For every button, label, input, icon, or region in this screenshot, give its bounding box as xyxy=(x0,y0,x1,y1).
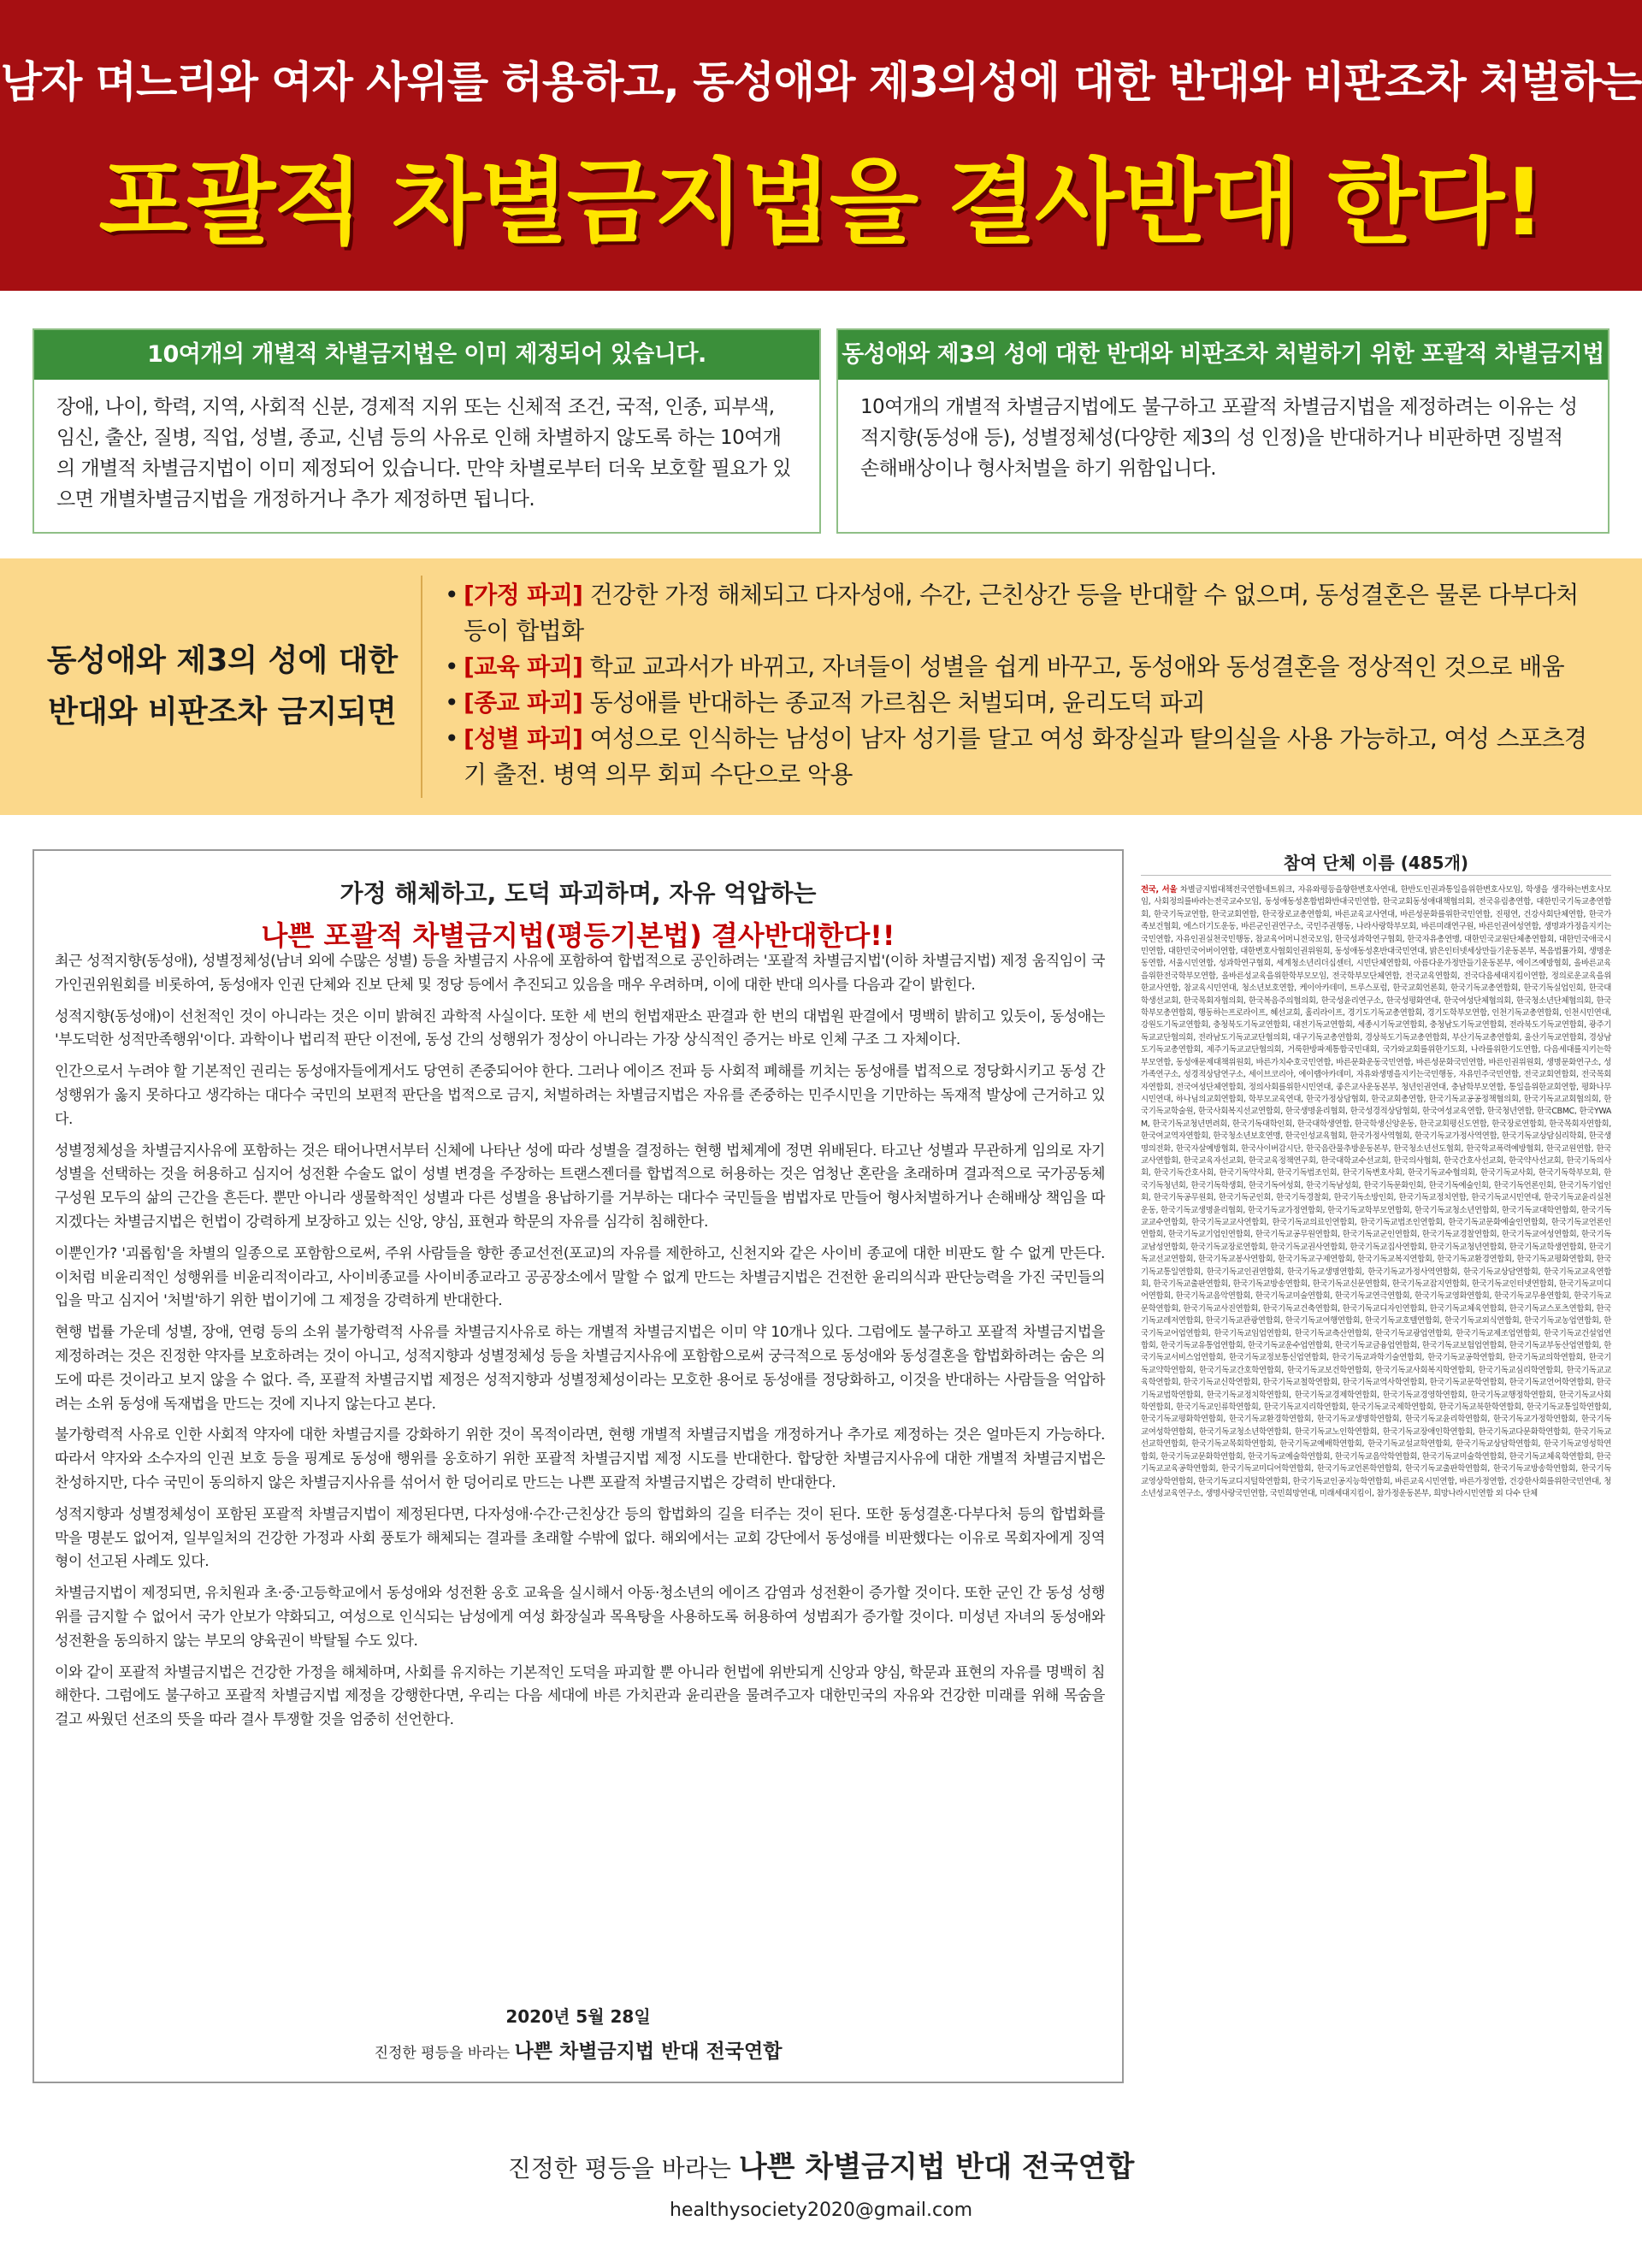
impact-text: 여성으로 인식하는 남성이 남자 성기를 달고 여성 화장실과 탈의실을 사용 가능하고, 여성 스포츠경기 출전. 병역 의무 회피 수단으로 악용 xyxy=(464,724,1587,788)
statement-paragraph: 차별금지법이 제정되면, 유치원과 초·중·고등학교에서 동성애와 성전환 옹호 교육을 실시해서 아동·청소년의 에이즈 감염과 성전환이 증가할 것이다. 또한 군인 간 동성 성행위를 금지할 수 없어서 국가 안보가 약화되고, 여성으로 인식되는 남성에게 여성 화장실과 목욕탕을 사용하도록 허용하여 성범죄가 증가할 것이다. 미성년 자녀의 동성애와 성전환을 동의하지 않는 부모의 양육권이 박탈될 수도 있다. xyxy=(55,1585,1105,1650)
orgs-names: 차별금지법대책전국연합네트워크, 자유와평등을향한변호사연대, 한반도인권과통일을위한변호사모임, 학생을 생각하는변호사모임, 사회정의를바라는전국교수모임, 동성애동성혼합법화반대국민연합, 한국교회동성애대책협의회, 전국유림총연합, 대한민국기독교총연합회, 한국기독교연합, 한국교회연합, 한국장로교총연합회, 바른교육교사연대, 바른성문화를위한국민연합, 진평연, 건강사회단체연합, 한국가족보건협회, 에스더기도운동, 바른군인권연구소, 국민주권행동, 나라사랑학부모회, 바른미래연구원, 바른인권여성연합, 생명과가정을지키는국민연합, 자유인권실천국민행동, 참교육어머니전국모임, 한국성과학연구협회, 한국자유총연맹, 대한민국교원단체총연합회, 대한민국애국시민연합, 대한민국어버이연합, 대한변호사협회인권위원회, 동성애동성혼반대국민연대, 밝은인터넷세상만들기운동본부, 복음법률가회, 생명운동연합, 서울시민연합, 성과학연구협회, 세계청소년리더십센터, 시민단체연합회, 아름다운가정만들기운동본부, 에이즈예방협회, 올바른교육을위한전국학부모연합, 올바른성교육을위한학부모모임, 전국학부모단체연합, 전국교육연합회, 전국다음세대지킴이연합, 정의로운교육을위한교사연합, 참교육시민연대, 청소년보호연합, 케이아카데미, 트루스포럼, 한국교회언론회, 한국기독교총연합회, 한국기독실업인회, 한국대학생선교회, 한국목회자협의회, 한국복음주의협의회, 한국성윤리연구소, 한국성평화연대, 한국여성단체협의회, 한국청소년단체협의회, 한국학부모총연합회, 행동하는프로라이프, 혜선교회, 홀리라이프, 경기도기독교총연합회, 경기도학부모연합, 인천기독교총연합회, 인천시민연대, 강원도기독교연합회, 충청북도기독교연합회, 대전기독교연합회, 세종시기독교연합회, 충청남도기독교연합회, 전라북도기독교연합회, 광주기독교교단협의회, 전라남도기독교교단협의회, 대구기독교총연합회, 경상북도기독교총연합회, 부산기독교총연합회, 울산기독교연합회, 경상남도기독교총연합회, 제주기독교교단협의회, 거룩한방파제통합국민대회, 국가와교회를위한기도회, 나라를위한기도연합, 다음세대를지키는학부모연합, 동성애문제대책위원회, 바른가치수호국민연합, 바른문화운동국민연합, 바른성문화국민연합, 바른인권위원회, 생명문화연구소, 성가족연구소, 성경적상담연구소, 세이브코리아, 에이랩아카데미, 자유와생명을지키는국민행동, 자유민주국민연합, 전국교회연합회, 전국목회자연합회, 전국여성단체연합회, 정의사회를위한시민연대, 좋은교사운동본부, 청년인권연대, 충남학부모연합, 통일을위한교회연합, 평화나무시민연대, 하나님의교회연합회, 학부모교육연대, 한국가정상담협회, 한국교회총연합, 한국기독교공공정책협의회, 한국기독교교회협의회, 한국기독교학술원, 한국사회복지선교연합회, 한국생명윤리협회, 한국성경적상담협회, 한국여성교육연합, 한국청년연합, 한국CBMC, 한국YWAM, 한국기독교청년면려회, 한국기독대학인회, 한국대학생연합, 한국학생신앙운동, 한국교회평신도연합, 한국장로연합회, 한국목회자연합회, 한국여교역자연합회, 한국청소년보호연맹, 한국인성교육협회, 한국가정사역협회, 한국기독교가정사역연합, 한국기독교상담심리학회, 한국생명의전화, 한국자살예방협회, 한국사이버감시단, 한국음란물추방운동본부, 한국청소년선도협회, 한국학교폭력예방협회, 한국교원연합, 한국교사연합회, 한국교육자선교회, 한국교육정책연구회, 한국대학교수선교회, 한국의사협회, 한국간호사선교회, 한국약사선교회, 한국기독의사회, 한국기독간호사회, 한국기독약사회, 한국기독법조인회, 한국기독변호사회, 한국기독교수협의회, 한국기독교사회, 한국기독학부모회, 한국기독청년회, 한국기독학생회, 한국기독여성회, 한국기독남성회, 한국기독문화인회, 한국기독예술인회, 한국기독언론인회, 한국기독기업인회, 한국기독공무원회, 한국기독군인회, 한국기독경찰회, 한국기독소방인회, 한국기독교정치연합, 한국기독교시민연대, 한국기독교윤리실천운동, 한국기독교생명윤리협회, 한국기독교가정연합회, 한국기독교학부모연합회, 한국기독교청소년연합회, 한국기독교대학연합회, 한국기독교교수연합회, 한국기독교교사연합회, 한국기독교의료인연합회, 한국기독교법조인연합회, 한국기독교문화예술인연합회, 한국기독교언론인연합회, 한국기독교기업인연합회, 한국기독교공무원연합회, 한국기독교군인연합회, 한국기독교경찰연합회, 한국기독교여성연합회, 한국기독교남성연합회, 한국기독교장로연합회, 한국기독교권사연합회, 한국기독교집사연합회, 한국기독교청년연합회, 한국기독교학생연합회, 한국기독교선교연합회, 한국기독교봉사연합회, 한국기독교구제연합회, 한국기독교복지연합회, 한국기독교환경연합회, 한국기독교평화연합회, 한국기독교통일연합회, 한국기독교인권연합회, 한국기독교생명연합회, 한국기독교가정사역연합회, 한국기독교상담연합회, 한국기독교교육연합회, 한국기독교출판연합회, 한국기독교방송연합회, 한국기독교신문연합회, 한국기독교잡지연합회, 한국기독교인터넷연합회, 한국기독교미디어연합회, 한국기독교음악연합회, 한국기독교미술연합회, 한국기독교연극연합회, 한국기독교영화연합회, 한국기독교무용연합회, 한국기독교문학연합회, 한국기독교사진연합회, 한국기독교건축연합회, 한국기독교디자인연합회, 한국기독교체육연합회, 한국기독교스포츠연합회, 한국기독교레저연합회, 한국기독교관광연합회, 한국기독교여행연합회, 한국기독교호텔연합회, 한국기독교외식연합회, 한국기독교농업연합회, 한국기독교어업연합회, 한국기독교임업연합회, 한국기독교축산연합회, 한국기독교광업연합회, 한국기독교제조업연합회, 한국기독교건설업연합회, 한국기독교유통업연합회, 한국기독교운수업연합회, 한국기독교금융업연합회, 한국기독교보험업연합회, 한국기독교부동산업연합회, 한국기독교서비스업연합회, 한국기독교정보통신업연합회, 한국기독교과학기술연합회, 한국기독교공학연합회, 한국기독교의학연합회, 한국기독교약학연합회, 한국기독교간호학연합회, 한국기독교보건학연합회, 한국기독교사회복지학연합회, 한국기독교심리학연합회, 한국기독교교육학연합회, 한국기독교신학연합회, 한국기독교철학연합회, 한국기독교역사학연합회, 한국기독교문학연합회, 한국기독교언어학연합회, 한국기독교법학연합회, 한국기독교정치학연합회, 한국기독교경제학연합회, 한국기독교경영학연합회, 한국기독교행정학연합회, 한국기독교사회학연합회, 한국기독교인류학연합회, 한국기독교지리학연합회, 한국기독교국제학연합회, 한국기독교북한학연합회, 한국기독교통일학연합회, 한국기독교평화학연합회, 한국기독교환경학연합회, 한국기독교생명학연합회, 한국기독교윤리학연합회, 한국기독교가정학연합회, 한국기독교여성학연합회, 한국기독교청소년학연합회, 한국기독교노인학연합회, 한국기독교장애인학연합회, 한국기독교다문화학연합회, 한국기독교선교학연합회, 한국기독교목회학연합회, 한국기독교예배학연합회, 한국기독교설교학연합회, 한국기독교상담학연합회, 한국기독교영성학연합회, 한국기독교문화학연합회, 한국기독교예술학연합회, 한국기독교음악학연합회, 한국기독교미술학연합회, 한국기독교체육학연합회, 한국기독교교육공학연합회, 한국기독교미디어학연합회, 한국기독교언론학연합회, 한국기독교출판학연합회, 한국기독교방송학연합회, 한국기독교영상학연합회, 한국기독교디지털학연합회, 한국기독교인공지능학연합회, 바른교육시민연합, 바른가정연합, 건강한사회를위한국민연대, 청소년성교육연구소, 생명사랑국민연합, 국민희망연대, 미래세대지킴이, 참가정운동본부, 희망나라시민연합 외 다수 단체 xyxy=(1141,885,1611,1498)
footer-prefix: 진정한 평등을 바라는 xyxy=(507,2154,739,2182)
impact-label xyxy=(34,635,410,738)
comprehensive-law-body: 10여개의 개별적 차별금지법에도 불구하고 포괄적 차별금지법을 제정하려는 이유는 성적지향(동성애 등), 성별정체성(다양한 제3의 성 인정)을 반대하거나 비판하면 징벌적 손해배상이나 형사처벌을 하기 위함입니다. xyxy=(860,396,1578,480)
impact-text: 학교 교과서가 바뀌고, 자녀들이 성별을 쉽게 바꾸고, 동성애와 동성결혼을 정상적인 것으로 배움 xyxy=(582,653,1565,681)
statement-paragraph: 이와 같이 포괄적 차별금지법은 건강한 가정을 해체하며, 사회를 유지하는 기본적인 도덕을 파괴할 뿐 아니라 헌법에 위반되게 신앙과 양심, 학문과 표현의 자유를 명백히 침해한다. 그럼에도 불구하고 포괄적 차별금지법 제정을 강행한다면, 우리는 다음 세대에 바른 가치관과 윤리관을 물려주고자 대한민국의 자유와 건강한 미래를 위해 목숨을 걸고 싸웠던 선조의 뜻을 따라 결사 투쟁할 것을 엄중히 선언한다. xyxy=(55,1663,1105,1729)
participating-orgs xyxy=(1141,849,1611,2083)
bullet-icon: • xyxy=(445,653,458,681)
statement-date: 2020년 5월 28일 xyxy=(505,2006,651,2027)
impact-section xyxy=(0,558,1642,815)
statement-paragraph: 인간으로서 누려야 할 기본적인 권리는 동성애자들에게서도 당연히 존중되어야 한다. 그러나 에이즈 전파 등 사회적 폐해를 끼치는 동성애를 법적으로 정당화시키고 동성 간 성행위가 옳지 못하다고 생각하는 대다수 국민의 보편적 판단을 법적으로 금지, 처벌하려는 차별금지법은 자유를 존중하는 민주시민을 기만하는 독재적 발상에 근거하고 있다. xyxy=(55,1063,1105,1128)
impact-tag: [교육 파괴] xyxy=(464,653,583,681)
statement-paragraph: 불가항력적 사유로 인한 사회적 약자에 대한 차별금지를 강화하기 위한 것이 목적이라면, 현행 개별적 차별금지법을 개정하거나 추가로 제정하는 것은 얼마든지 가능하다. 따라서 약자와 소수자의 인권 보호 등을 핑계로 동성애 행위를 옹호하기 위한 포괄적 차별금지법 제정 시도를 반대한다. 합당한 차별금지사유에 대한 개별적 차별금지법은 찬성하지만, 다수 국민이 동의하지 않은 차별금지사유를 섞어서 한 덩어리로 만드는 나쁜 포괄적 차별금지법은 강력히 반대한다. xyxy=(55,1426,1105,1491)
impact-label-line2: 반대와 비판조차 금지되면 xyxy=(48,694,397,729)
statement-paragraph: 이뿐인가? '괴롭힘'을 차별의 일종으로 포함함으로써, 주위 사람들을 향한 종교선전(포교)의 자유를 제한하고, 신천지와 같은 사이비 종교에 대한 비판도 할 수 없게 만든다. 이처럼 비윤리적인 성행위를 비윤리적이라고, 사이비종교를 사이비종교라고 공공장소에서 말할 수 없게 만드는 차별금지법은 건전한 윤리의식과 판단능력을 가진 국민들의 입을 막고 심지어 '처벌'하기 위한 법이기에 그 제정을 강력하게 반대한다. xyxy=(55,1244,1105,1310)
comprehensive-law-box xyxy=(836,328,1610,534)
statement-title-line1: 가정 해체하고, 도덕 파괴하며, 자유 억압하는 xyxy=(340,879,817,907)
banner-subtitle: 남자 며느리와 여자 사위를 허용하고, 동성애와 제3의성에 대한 반대와 비판조차 처벌하는 xyxy=(0,57,1642,107)
orgs-region-label: 전국, 서울 xyxy=(1141,885,1178,895)
impact-tag: [가정 파괴] xyxy=(464,581,583,609)
impact-item-religion xyxy=(445,685,1608,721)
banner-title: 포괄적 차별금지법을 결사반대 한다! xyxy=(98,150,1544,257)
statement-paragraph: 성적지향과 성별정체성이 포함된 포괄적 차별금지법이 제정된다면, 다자성애·수간·근친상간 등의 합법화의 길을 터주는 것이 된다. 또한 동성결혼·다부다처 등의 합법화를 막을 명분도 없어져, 일부일처의 건강한 가정과 사회 풍토가 해체되는 결과를 초래할 수밖에 없다. 해외에서는 교회 강단에서 동성애를 비판했다는 이유로 목회자에게 징역형이 선고된 사례도 있다. xyxy=(55,1505,1105,1571)
statement-paragraph: 성별정체성을 차별금지사유에 포함하는 것은 태어나면서부터 신체에 나타난 성에 따라 성별을 결정하는 현행 법체계에 정면 위배된다. 타고난 성별과 무관하게 임의로 자기 성별을 선택하는 것을 허용하고 심지어 성전환 수술도 없이 성별 변경을 주장하는 트랜스젠더를 합법적으로 허용하는 것은 엄청난 혼란을 초래하며 결과적으로 국가공동체 구성원 모두의 삶의 근간을 흔든다. 뿐만 아니라 생물학적인 성별과 다른 성별을 용납하기를 거부하는 대다수 국민들을 범법자로 만들어 형사처벌하거나 손해배상 책임을 따지겠다는 차별금지법은 헌법이 강력하게 보장하고 있는 신앙, 양심, 표현과 학문의 자유를 심각히 침해한다. xyxy=(55,1142,1105,1231)
impact-text: 동성애를 반대하는 종교적 가르침은 처벌되며, 윤리도덕 파괴 xyxy=(582,688,1205,717)
impact-item-education xyxy=(445,649,1608,685)
statement-signature xyxy=(34,2035,1122,2064)
header-banner xyxy=(0,0,1642,291)
impact-label-line1: 동성애와 제3의 성에 대한 xyxy=(46,643,399,678)
signature-org: 나쁜 차별금지법 반대 전국연합 xyxy=(514,2041,783,2063)
bullet-icon: • xyxy=(445,581,458,609)
impact-tag: [성별 파괴] xyxy=(464,724,583,753)
statement-paragraph: 최근 성적지향(동성애), 성별정체성(남녀 외에 수많은 성별) 등을 차별금지 사유에 포함하여 합법적으로 공인하려는 '포괄적 차별금지법'(이하 차별금지법) 제정 움직임이 국가인권위원회를 비롯하여, 동성애자 인권 단체와 진보 단체 및 정당 등에서 추진되고 있음을 매우 우려하며, 이에 대한 반대 의사를 다음과 같이 밝힌다. xyxy=(55,953,1105,994)
orgs-title: 참여 단체 이름 (485개) xyxy=(1141,849,1611,876)
bullet-icon: • xyxy=(445,688,458,717)
footer-email[interactable]: healthysociety2020@gmail.com xyxy=(669,2200,973,2221)
statement-body xyxy=(55,950,1105,1740)
impact-tag: [종교 파괴] xyxy=(464,688,583,717)
existing-laws-box xyxy=(32,328,821,534)
impact-divider xyxy=(421,576,422,798)
orgs-list xyxy=(1141,884,1611,1500)
statement-paragraph: 성적지향(동성애)이 선천적인 것이 아니라는 것은 이미 밝혀진 과학적 사실이다. 또한 세 번의 헌법재판소 판결과 한 번의 대법원 판결에서 명백히 밝히고 있듯이, 동성애는 '부도덕한 성적만족행위'이다. 과학이나 법리적 판단 이전에, 동성 간의 성행위가 정상이 아니라는 가장 상식적인 증거는 바로 인체 구조 그 자체이다. xyxy=(55,1007,1105,1049)
existing-laws-header: 10여개의 개별적 차별금지법은 이미 제정되어 있습니다. xyxy=(34,330,819,380)
footer-organization xyxy=(0,2143,1642,2185)
impact-item-gender xyxy=(445,721,1608,793)
existing-laws-body: 장애, 나이, 학력, 지역, 사회적 신분, 경제적 지위 또는 신체적 조건, 국적, 인종, 피부색, 임신, 출산, 질병, 직업, 성별, 종교, 신념 등의 사유로 인해 차별하지 않도록 하는 10여개의 개별적 차별금지법이 이미 제정되어 있습니다. 만약 차별로부터 더욱 보호할 필요가 있으면 개별차별금지법을 개정하거나 추가 제정하면 됩니다. xyxy=(56,396,791,511)
impact-list xyxy=(445,577,1608,793)
impact-text: 건강한 가정 해체되고 다자성애, 수간, 근친상간 등을 반대할 수 없으며, 동성결혼은 물론 다부다처 등이 합법화 xyxy=(464,581,1579,645)
statement-title-line2: 나쁜 포괄적 차별금지법(평등기본법) 결사반대한다!! xyxy=(261,919,895,952)
bullet-icon: • xyxy=(445,724,458,753)
comprehensive-law-header: 동성애와 제3의 성에 대한 반대와 비판조차 처벌하기 위한 포괄적 차별금지법 xyxy=(838,330,1608,380)
footer-org-name: 나쁜 차별금지법 반대 전국연합 xyxy=(738,2150,1135,2184)
statement-box xyxy=(32,849,1124,2083)
signature-prefix: 진정한 평등을 바라는 xyxy=(374,2045,515,2062)
impact-item-family xyxy=(445,577,1608,649)
statement-paragraph: 현행 법률 가운데 성별, 장애, 연령 등의 소위 불가항력적 사유를 차별금지사유로 하는 개별적 차별금지법은 이미 약 10개나 있다. 그럼에도 불구하고 포괄적 차별금지법을 제정하려는 것은 진정한 약자를 보호하려는 것이 아니고, 성적지향과 성별정체성 등을 차별금지사유에 포함함으로써 궁극적으로 동성애와 동성결혼을 합법화하려는 숨은 의도에 따른 것이라고 보지 않을 수 없다. 즉, 포괄적 차별금지법 제정은 성적지향과 성별정체성이라는 모호한 용어로 동성애를 정당화하고, 이것을 반대하는 사람들을 억압하려는 소위 동성애 독재법을 만드는 것에 지나지 않는다고 본다. xyxy=(55,1324,1105,1413)
